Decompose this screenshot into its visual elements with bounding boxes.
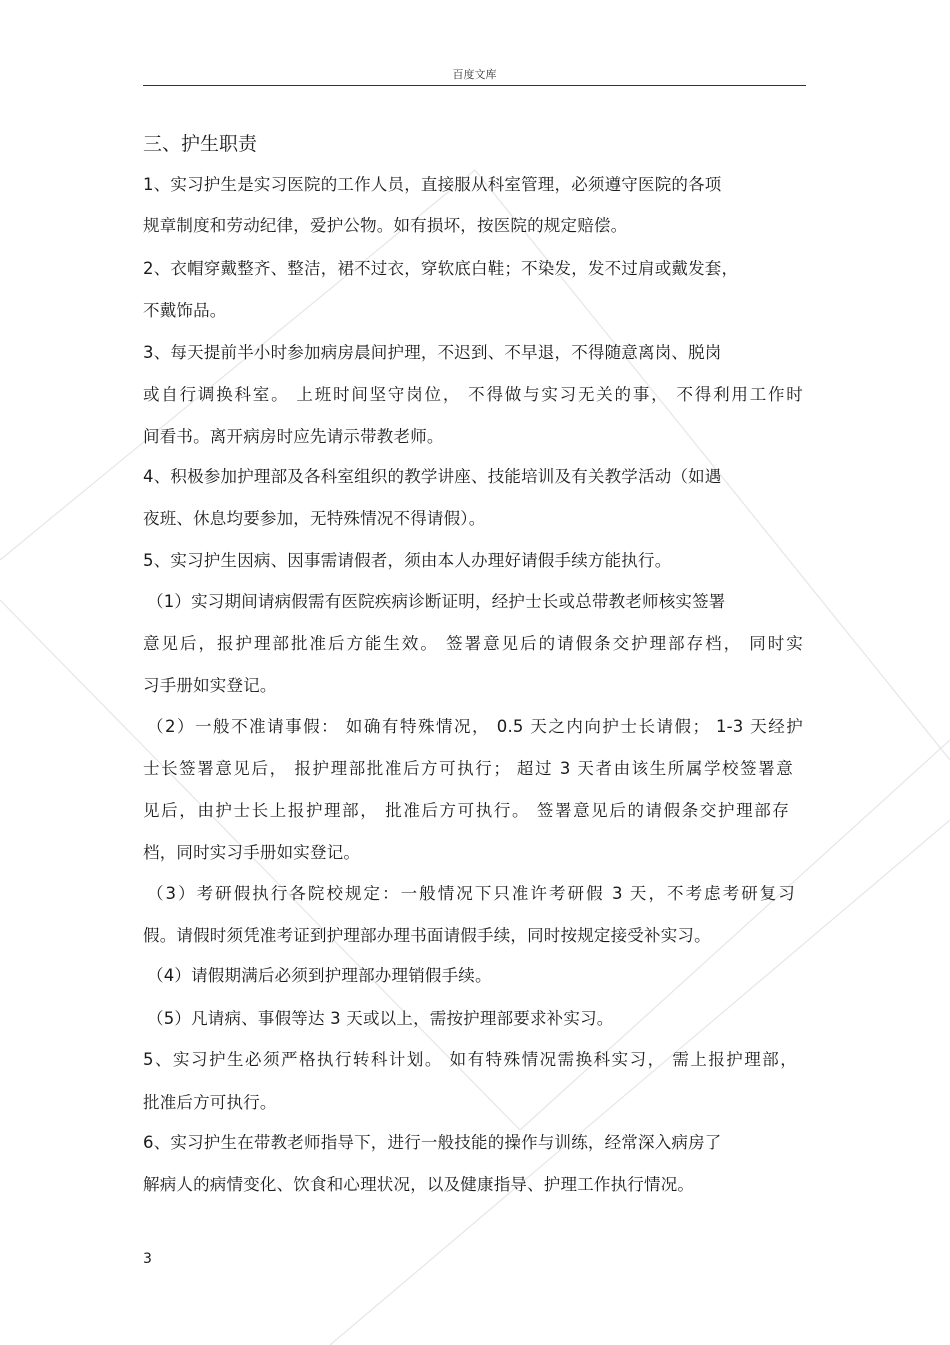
paragraph-line: 2、衣帽穿戴整齐、整洁，裙不过衣，穿软底白鞋；不染发，发不过肩或戴发套， <box>143 259 739 278</box>
paragraph-line: 假。请假时须凭准考证到护理部办理书面请假手续，同时按规定接受补实习。 <box>143 926 711 945</box>
paragraph-line: 解病人的病情变化、饮食和心理状况，以及健康指导、护理工作执行情况。 <box>143 1175 695 1194</box>
paragraph-line: 习手册如实登记。 <box>143 676 277 695</box>
paragraph-line: 3、每天提前半小时参加病房晨间护理，不迟到、不早退，不得随意离岗、脱岗 <box>143 343 722 362</box>
paragraph-line: （5）凡请病、事假等达 3 天或以上，需按护理部要求补实习。 <box>147 1009 614 1028</box>
paragraph-line: 5、实习护生因病、因事需请假者，须由本人办理好请假手续方能执行。 <box>143 551 672 570</box>
paragraph-line: 5、实习护生必须严格执行转科计划。 如有特殊情况需换科实习， 需上报护理部， <box>143 1050 797 1069</box>
paragraph-line: 士长签署意见后， 报护理部批准后方可执行； 超过 3 天者由该生所属学校签署意 <box>143 759 793 778</box>
paragraph-line: 批准后方可执行。 <box>143 1093 277 1112</box>
section-title: 三、护生职责 <box>143 133 258 155</box>
paragraph-line: （3）考研假执行各院校规定：一般情况下只准许考研假 3 天，不考虑考研复习 <box>147 884 795 903</box>
paragraph-line: 或自行调换科室。 上班时间坚守岗位， 不得做与实习无关的事， 不得利用工作时 <box>143 385 803 404</box>
paragraph-line: （1）实习期间请病假需有医院疾病诊断证明，经护士长或总带教老师核实签署 <box>147 592 726 611</box>
document-header: 百度文库 <box>452 68 497 81</box>
paragraph-line: 夜班、休息均要参加，无特殊情况不得请假）。 <box>143 509 486 528</box>
paragraph-line: 档，同时实习手册如实登记。 <box>143 843 361 862</box>
paragraph-line: 意见后，报护理部批准后方能生效。 签署意见后的请假条交护理部存档， 同时实 <box>143 634 803 653</box>
paragraph-line: 间看书。离开病房时应先请示带教老师。 <box>143 427 444 446</box>
header-rule <box>143 85 806 86</box>
paragraph-line: 规章制度和劳动纪律，爱护公物。如有损坏，按医院的规定赔偿。 <box>143 216 628 235</box>
paragraph-line: 见后，由护士长上报护理部， 批准后方可执行。 签署意见后的请假条交护理部存 <box>143 801 789 820</box>
page-number: 3 <box>143 1251 152 1267</box>
paragraph-line: 1、实习护生是实习医院的工作人员，直接服从科室管理，必须遵守医院的各项 <box>143 175 722 194</box>
paragraph-line: （2）一般不准请事假： 如确有特殊情况， 0.5 天之内向护士长请假； 1-3 天经护 <box>147 717 803 736</box>
paragraph-line: （4）请假期满后必须到护理部办理销假手续。 <box>147 966 492 985</box>
paragraph-line: 6、实习护生在带教老师指导下，进行一般技能的操作与训练，经常深入病房了 <box>143 1133 722 1152</box>
paragraph-line: 4、积极参加护理部及各科室组织的教学讲座、技能培训及有关教学活动（如遇 <box>143 467 722 486</box>
paragraph-line: 不戴饰品。 <box>143 301 227 320</box>
